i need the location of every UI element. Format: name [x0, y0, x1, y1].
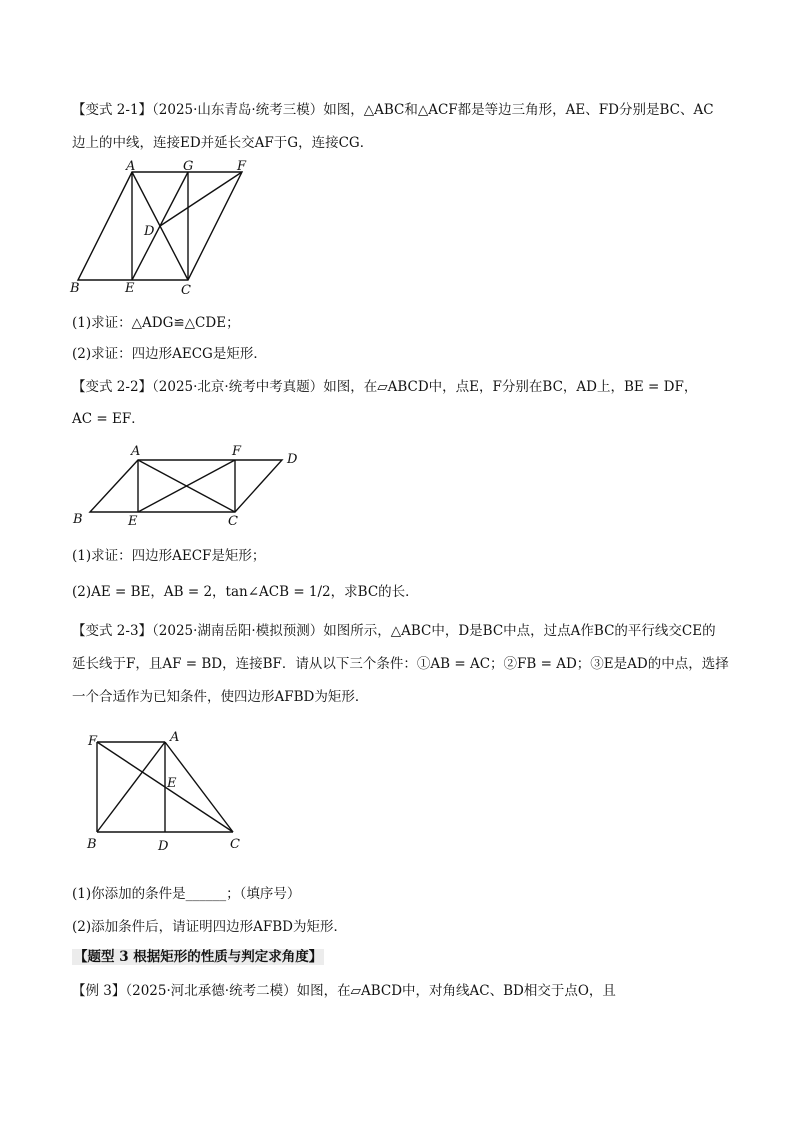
variant-2-2-question-1: (1)求证：四边形AECF是矩形；	[72, 548, 266, 564]
variant-2-1-question-2: (2)求证：四边形AECG是矩形．	[72, 346, 267, 362]
label-A: A	[126, 159, 136, 174]
label-C: C	[228, 514, 238, 529]
label-E: E	[125, 281, 135, 296]
label-A: A	[170, 730, 180, 745]
label-F: F	[232, 444, 242, 459]
label-G: G	[183, 159, 194, 174]
figure-2-3-lines	[97, 742, 233, 832]
variant-2-3-text-line1: 【变式 2-3】（2025·湖南岳阳·模拟预测）如图所示，△ABC中，D是BC中点，过点A作BC的平行线交CE的	[72, 623, 716, 639]
variant-2-1-question-1: (1)求证：△ADG≌△CDE；	[72, 315, 240, 331]
label-D: D	[287, 452, 298, 467]
figure-2-3	[80, 725, 250, 855]
variant-2-3-question-2: (2)添加条件后，请证明四边形AFBD为矩形．	[72, 919, 347, 935]
variant-2-2-text-line2: AC = EF．	[72, 411, 145, 427]
label-E: E	[128, 514, 138, 529]
label-A: A	[131, 444, 141, 459]
variant-2-1-text-line1: 【变式 2-1】（2025·山东青岛·统考三模）如图，△ABC和△ACF都是等边三角形，AE、FD分别是BC、AC	[72, 102, 714, 118]
label-B: B	[70, 281, 80, 296]
variant-2-2-question-2: (2)AE = BE，AB = 2，tan∠ACB = 1/2，求BC的长．	[72, 584, 419, 600]
label-B: B	[73, 512, 83, 527]
section-heading-type-3: 【题型 3 根据矩形的性质与判定求角度】	[74, 949, 323, 965]
label-D: D	[158, 839, 169, 854]
variant-2-3-question-1: (1)你添加的条件是______；（填序号）	[72, 886, 301, 902]
label-E: E	[167, 776, 177, 791]
figure-2-1	[60, 160, 260, 300]
label-C: C	[230, 837, 240, 852]
figure-2-1-lines	[78, 172, 242, 280]
section-heading-row	[72, 948, 324, 966]
label-F: F	[237, 159, 247, 174]
variant-2-1-text-line2: 边上的中线，连接ED并延长交AF于G，连接CG．	[72, 135, 374, 151]
figure-2-2-lines	[90, 460, 282, 512]
example-3-text-line1: 【例 3】（2025·河北承德·统考二模）如图，在▱ABCD中，对角线AC、BD相交于点O，且	[72, 983, 616, 999]
label-D: D	[144, 224, 155, 239]
variant-2-3-text-line3: 一个合适作为已知条件，使四边形AFBD为矩形．	[72, 689, 369, 705]
variant-2-3-text-line2: 延长线于F，且AF = BD，连接BF．请从以下三个条件：①AB = AC；②FB = AD；③E是AD的中点，选择	[72, 656, 729, 672]
label-B: B	[87, 837, 97, 852]
variant-2-2-text-line1: 【变式 2-2】（2025·北京·统考中考真题）如图，在▱ABCD中，点E，F分别在BC，AD上，BE = DF，	[72, 379, 698, 395]
label-C: C	[181, 283, 191, 298]
label-F: F	[88, 734, 98, 749]
figure-2-2	[60, 435, 320, 535]
